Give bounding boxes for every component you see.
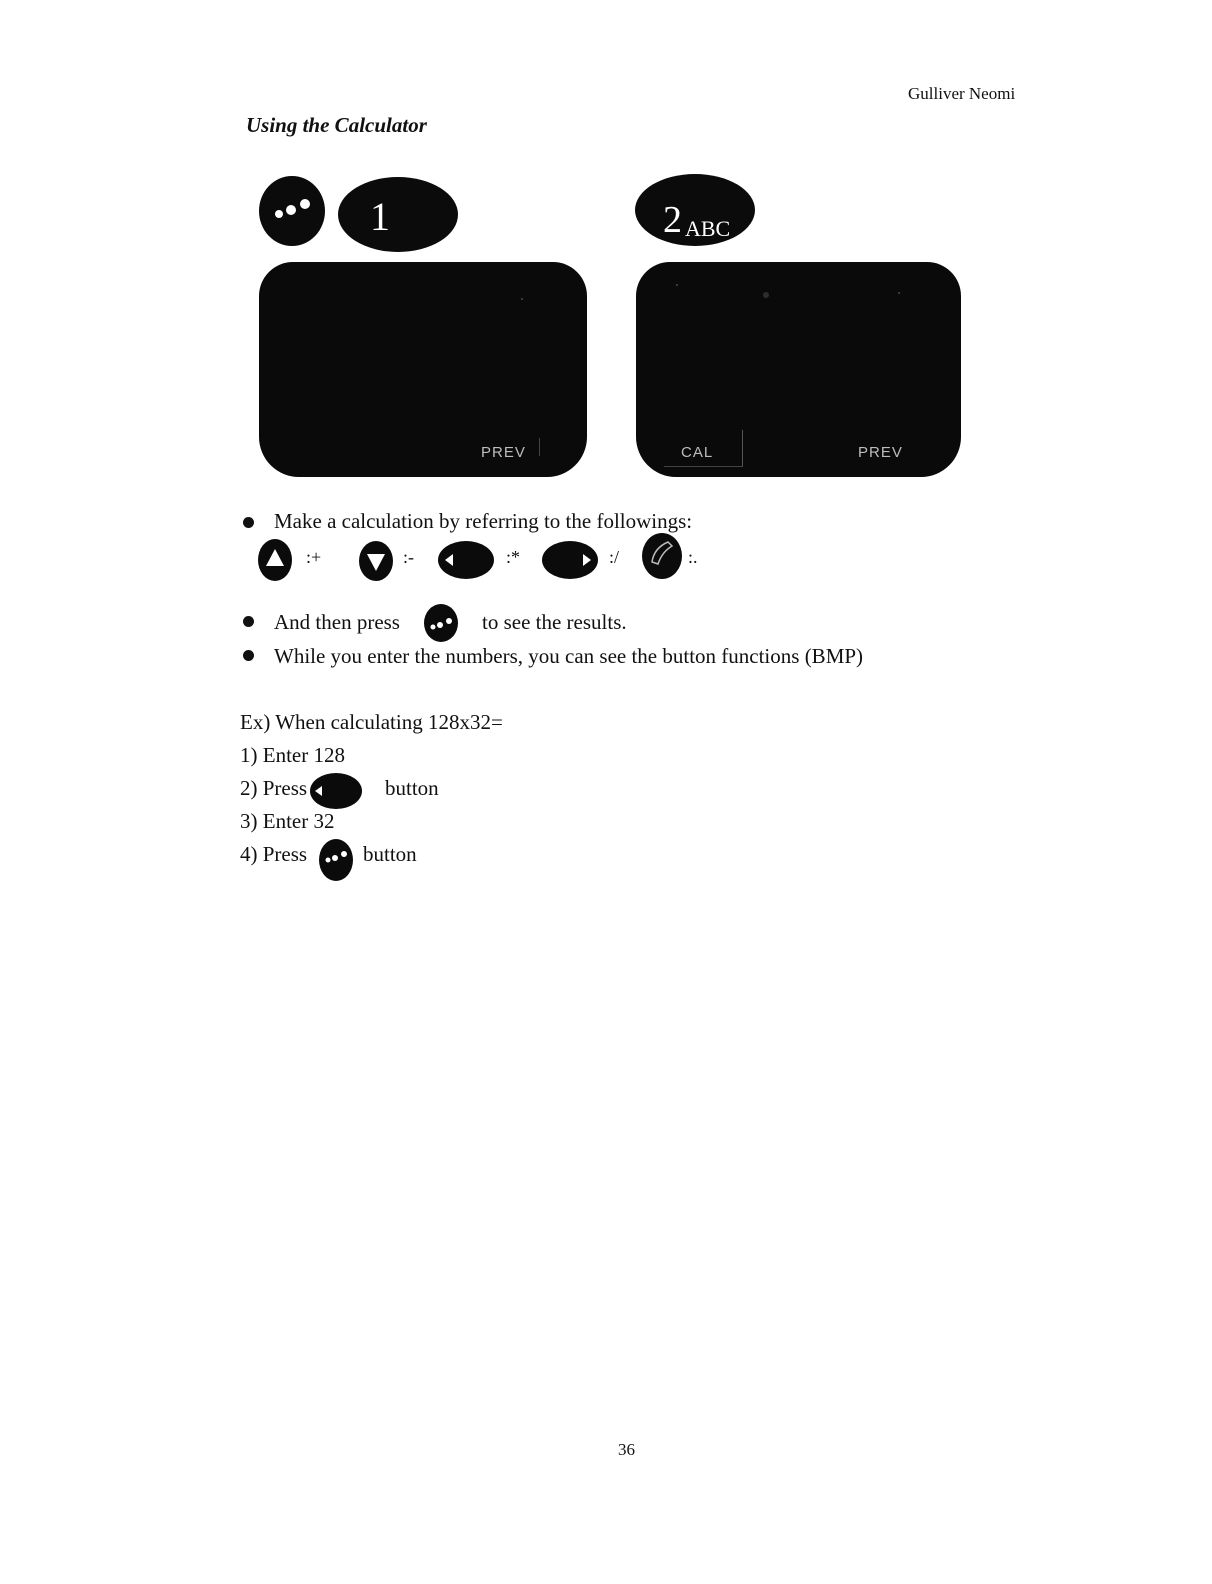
menu-key-icon <box>259 176 325 246</box>
bullet <box>243 650 254 661</box>
softkey-prev-left: PREV <box>481 444 526 461</box>
up-arrow-key-icon <box>256 538 294 587</box>
key-2abc <box>635 174 755 246</box>
key-2-digit: 2 <box>663 199 682 241</box>
phone-screen-left <box>259 262 587 477</box>
example-step-4: 4) Press <box>240 842 308 866</box>
op-plus: :+ <box>306 547 322 567</box>
example-step-3: 3) Enter 32 <box>240 809 335 833</box>
phone-screen-right <box>636 262 961 477</box>
bullet-text-2a: And then press <box>274 610 400 634</box>
menu-key-icon <box>423 603 459 648</box>
op-multiply: :* <box>506 547 521 567</box>
op-dot: :. <box>688 547 698 567</box>
down-arrow-key-icon <box>357 540 395 587</box>
section-title: Using the Calculator <box>246 113 427 137</box>
bullet-text-2b: to see the results. <box>482 610 627 634</box>
bullet <box>243 517 254 528</box>
key-2-letters: ABC <box>685 216 731 241</box>
example-step-2-suffix: button <box>385 776 439 800</box>
op-divide: :/ <box>609 547 620 567</box>
right-arrow-key-icon <box>541 540 599 585</box>
phone-key-icon <box>640 530 684 585</box>
left-arrow-key-icon <box>437 540 495 585</box>
bullet-text-1: Make a calculation by referring to the followings: <box>274 509 693 533</box>
header-author: Gulliver Neomi <box>908 84 1016 103</box>
page-number: 36 <box>618 1440 635 1459</box>
bullet <box>243 616 254 627</box>
key-1-label: 1 <box>370 194 390 239</box>
key-1 <box>338 177 458 252</box>
softkey-prev-right: PREV <box>858 444 903 461</box>
example-step-2: 2) Press <box>240 776 308 800</box>
menu-key-icon <box>318 838 354 887</box>
op-minus: :- <box>403 547 414 567</box>
example-intro: Ex) When calculating 128x32= <box>240 710 503 734</box>
bullet-text-3: While you enter the numbers, you can see the button functions (BMP) <box>274 644 864 668</box>
softkey-cal: CAL <box>681 444 714 461</box>
example-step-4-suffix: button <box>363 842 417 866</box>
example-step-1: 1) Enter 128 <box>240 743 345 767</box>
